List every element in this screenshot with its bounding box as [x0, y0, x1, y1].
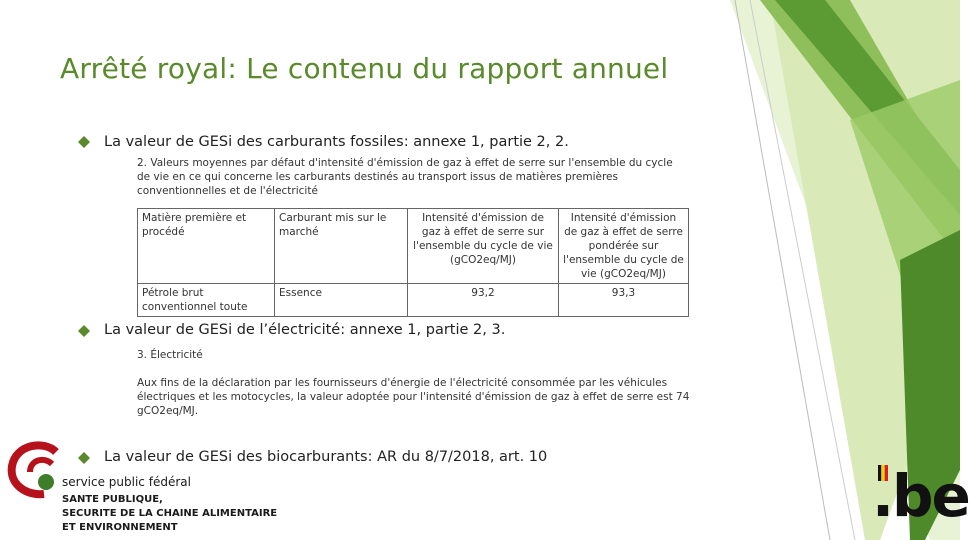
- table-header: Intensité d'émission de gaz à effet de serre sur l'ensemble du cycle de vie (gCO2eq/MJ): [408, 209, 559, 284]
- logo-line: ET ENVIRONNEMENT: [62, 522, 178, 533]
- bullet-item-biofuels: La valeur de GESi des biocarburants: AR du 8/7/2018, art. 10: [104, 449, 548, 465]
- table-cell: 93,3: [559, 284, 689, 317]
- logo-line: SECURITE DE LA CHAINE ALIMENTAIRE: [62, 508, 278, 519]
- table-header: Intensité d'émission de gaz à effet de serre pondérée sur l'ensemble du cycle de vie (gCO2eq/MJ): [559, 209, 689, 284]
- decorative-green-shapes: [730, 0, 960, 540]
- bullet-item-fossil: La valeur de GESi des carburants fossiles: annexe 1, partie 2, 2.: [104, 134, 569, 150]
- logo-line: service public fédéral: [62, 475, 191, 489]
- diamond-bullet-icon: [78, 452, 90, 464]
- excerpt-heading: 3. Électricité: [137, 349, 203, 361]
- bullet-item-electricity: La valeur de GESi de l’électricité: annexe 1, partie 2, 3.: [104, 322, 506, 338]
- ghg-values-table: [137, 208, 689, 317]
- diamond-bullet-icon: [78, 136, 90, 148]
- table-cell: 93,2: [408, 284, 559, 317]
- slide-title: Arrêté royal: Le contenu du rapport annuel: [60, 52, 669, 85]
- table-cell: Essence: [275, 284, 408, 317]
- fossil-fuel-excerpt: [137, 156, 689, 313]
- logo-line: SANTE PUBLIQUE,: [62, 494, 163, 505]
- be-logo: .be: [872, 462, 969, 530]
- table-header: Matière première et procédé: [138, 209, 275, 284]
- excerpt-body: Aux fins de la déclaration par les fournisseurs d'énergie de l'électricité consommée par les véhicules électriques et les motocycles, la valeur adoptée pour l'intensité d'émission de gaz à effet de serre est 74 gCO2eq/MJ.: [137, 377, 690, 417]
- excerpt-heading: 2. Valeurs moyennes par défaut d'intensité d'émission de gaz à effet de serre sur l'ensemble du cycle de vie en ce qui concerne les carburants destinés au transport issus de matières premières conventionnelles et de l'électricité: [137, 157, 673, 197]
- diamond-bullet-icon: [78, 325, 90, 337]
- table-cell: Pétrole brut conventionnel toute: [138, 284, 275, 317]
- spf-logo-icon: [4, 440, 74, 500]
- electricity-excerpt: [137, 348, 691, 418]
- table-header: Carburant mis sur le marché: [275, 209, 408, 284]
